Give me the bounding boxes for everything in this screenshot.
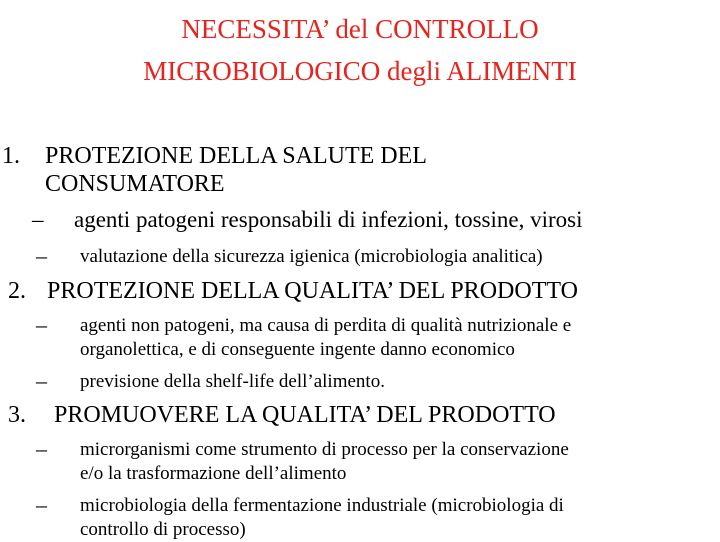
- section-1-bullet-2-text: valutazione della sicurezza igienica (microbiologia analitica): [80, 246, 543, 267]
- section-3-bullet-1-line-2: e/o la trasformazione dell’alimento: [80, 463, 347, 484]
- section-1-number: 1.: [2, 143, 20, 169]
- section-1-bullet-1-text: agenti patogeni responsabili di infezioni, tossine, virosi: [74, 207, 583, 232]
- section-1-heading-line-2: CONSUMATORE: [45, 171, 225, 197]
- section-2-bullet-1-marker: –: [36, 312, 47, 337]
- section-3-number: 3.: [8, 402, 26, 428]
- section-3-bullet-1-marker: –: [36, 436, 47, 461]
- section-3-bullet-1-line-1: microrganismi come strumento di processo per la conservazione: [80, 439, 569, 460]
- section-1-bullet-1-marker: –: [32, 207, 44, 232]
- section-2-heading: PROTEZIONE DELLA QUALITA’ DEL PRODOTTO: [47, 278, 578, 304]
- section-3-bullet-2-marker: –: [36, 492, 47, 517]
- section-2-bullet-1-line-2: organolettica, e di conseguente ingente danno economico: [80, 339, 515, 360]
- section-1-heading-line-1: PROTEZIONE DELLA SALUTE DEL: [45, 143, 427, 169]
- slide-title: [0, 8, 720, 92]
- title-line-1: NECESSITA’ del CONTROLLO: [181, 14, 539, 44]
- section-2-bullet-2-marker: –: [36, 368, 47, 393]
- section-2-bullet-1-line-1: agenti non patogeni, ma causa di perdita di qualità nutrizionale e: [80, 315, 572, 336]
- section-3-bullet-2-line-2: controllo di processo): [80, 519, 246, 540]
- title-line-2: MICROBIOLOGICO degli ALIMENTI: [143, 56, 577, 86]
- section-2-number: 2.: [8, 278, 26, 304]
- section-2-bullet-2-text: previsione della shelf-life dell’alimento.: [80, 371, 385, 392]
- section-1-bullet-2-marker: –: [36, 243, 47, 268]
- section-3-heading: PROMUOVERE LA QUALITA’ DEL PRODOTTO: [54, 402, 556, 428]
- section-3-bullet-2-line-1: microbiologia della fermentazione industriale (microbiologia di: [80, 495, 564, 516]
